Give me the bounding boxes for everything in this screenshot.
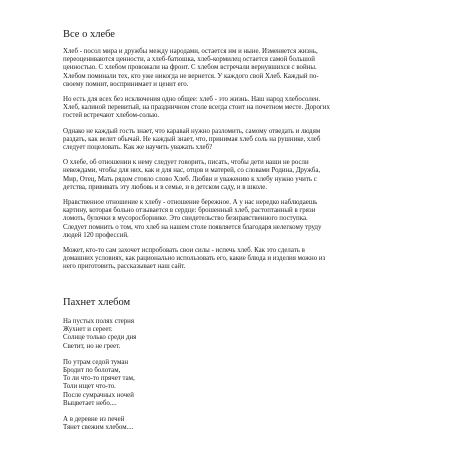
article-body (63, 48, 393, 272)
paragraph-line: невеждами, чтобы для них, как и для нас, отцов и матерей, со словами Родина, Дружба, (63, 167, 321, 175)
poem-line: По утрам седой туман (63, 358, 129, 366)
paragraph-line: ценностью. С хлебом провожали на фронт. С хлебом встречали вернувшихся с войны. (63, 64, 317, 72)
poem-line: На пустых полях стерня (63, 318, 135, 325)
paragraph-line: Хлебом поминали тех, кто уже никогда не вернется. У каждого свой Хлеб. Каждый по- (63, 72, 319, 80)
paragraph-line: него приготовить, рассказывает наш сайт. (63, 263, 186, 271)
paragraph-line: Однако не каждый гость знает, что каравай нужно разломить, самому отведать и людям (63, 127, 321, 135)
poem-line: Бродит по болотам, (63, 367, 121, 375)
poem-line: Выцветает небо.... (63, 399, 117, 407)
paragraph-line: раздать, как велит обычай. Не каждый знает, что, принимая хлеб соль на рушнике, хлеб (63, 135, 321, 143)
paragraph-line: картину, которая больно отзывается в сердце: брошенный хлеб, растоптанный в грязи (63, 207, 316, 215)
paragraph-line: переоцениваются ценности, а хлеб-батюшка, хлеб-кормилец остается самой большой (63, 56, 315, 64)
paragraph-line: ломоть, булочки в мусоросборнике. Это свидетельство безнравственного поступка. (63, 215, 308, 223)
paragraph-line: Хлеб, калиной перевитый, на праздничном столе всегда стоит на почетном месте. Дорогих (63, 104, 330, 112)
poem-line: После сумрачных ночей (63, 391, 134, 399)
article-paragraph (63, 159, 393, 192)
paragraph-line: домашних условиях, как рационально использовать его, какие блюда и изделия можно из (63, 255, 326, 263)
poem-stanza (63, 318, 263, 351)
poem-line: Светит, но не греет. (63, 342, 121, 350)
paragraph-line: гостей встречают хлебом-солью. (63, 112, 160, 120)
poem-title: Пахнет хлебом (63, 297, 131, 308)
poem-body (63, 318, 263, 440)
paragraph-line: Мир, Отец, Мать рядом стояло слово Хлеб. Любви и уважению к хлебу нужно учить с (63, 175, 317, 183)
paragraph-line: Но есть для всех без исключения одно общее: хлеб - это жизнь. Наш народ хлебосолен. (63, 96, 321, 104)
article-paragraph (63, 96, 393, 121)
paragraph-line: Может, кто-то сам захочет испробовать свои силы - испечь хлеб. Как это сделать в (63, 247, 305, 255)
poem-line: А в деревне из печей (63, 416, 125, 424)
poem-line: Тянет свежим хлебом.... (63, 424, 134, 432)
poem-stanza (63, 416, 263, 432)
article-title: Все о хлебе (63, 29, 115, 40)
paragraph-line: детства, прививать эту любовь и в семье, и в детском саду, и в школе. (63, 183, 268, 191)
article-paragraph (63, 247, 393, 272)
paragraph-line: своему помнит, воспринимает и ценит его. (63, 80, 189, 88)
article (63, 28, 393, 279)
paragraph-line: Следует помнить о том, что хлеб на нашем столе появляется благодаря нелегкому труду (63, 223, 322, 231)
poem-line: Солнце только среди дня (63, 334, 137, 342)
paragraph-line: О хлебе, об отношении к нему следует говорить, писать, чтобы дети наши не росли (63, 159, 309, 167)
poem-line: То ли что-то прячет там, (63, 375, 135, 383)
poem-stanza (63, 359, 263, 408)
poem-line: Жухнет и сереет. (63, 326, 113, 334)
poem-line: Толи ищет что-то. (63, 383, 116, 391)
paragraph-line: следует поцеловать. Как же научить уважать хлеб? (63, 144, 213, 152)
paragraph-line: Хлеб - посол мира и дружбы между народами, остается им и ныне. Изменяется жизнь, (63, 48, 318, 55)
article-paragraph (63, 199, 393, 240)
article-paragraph (63, 128, 393, 153)
paragraph-line: людей 120 профессий. (63, 231, 129, 239)
paragraph-line: Нравственное отношение к хлебу - отношение бережное. А у нас нередко наблюдаешь (63, 199, 318, 207)
article-paragraph (63, 48, 393, 89)
